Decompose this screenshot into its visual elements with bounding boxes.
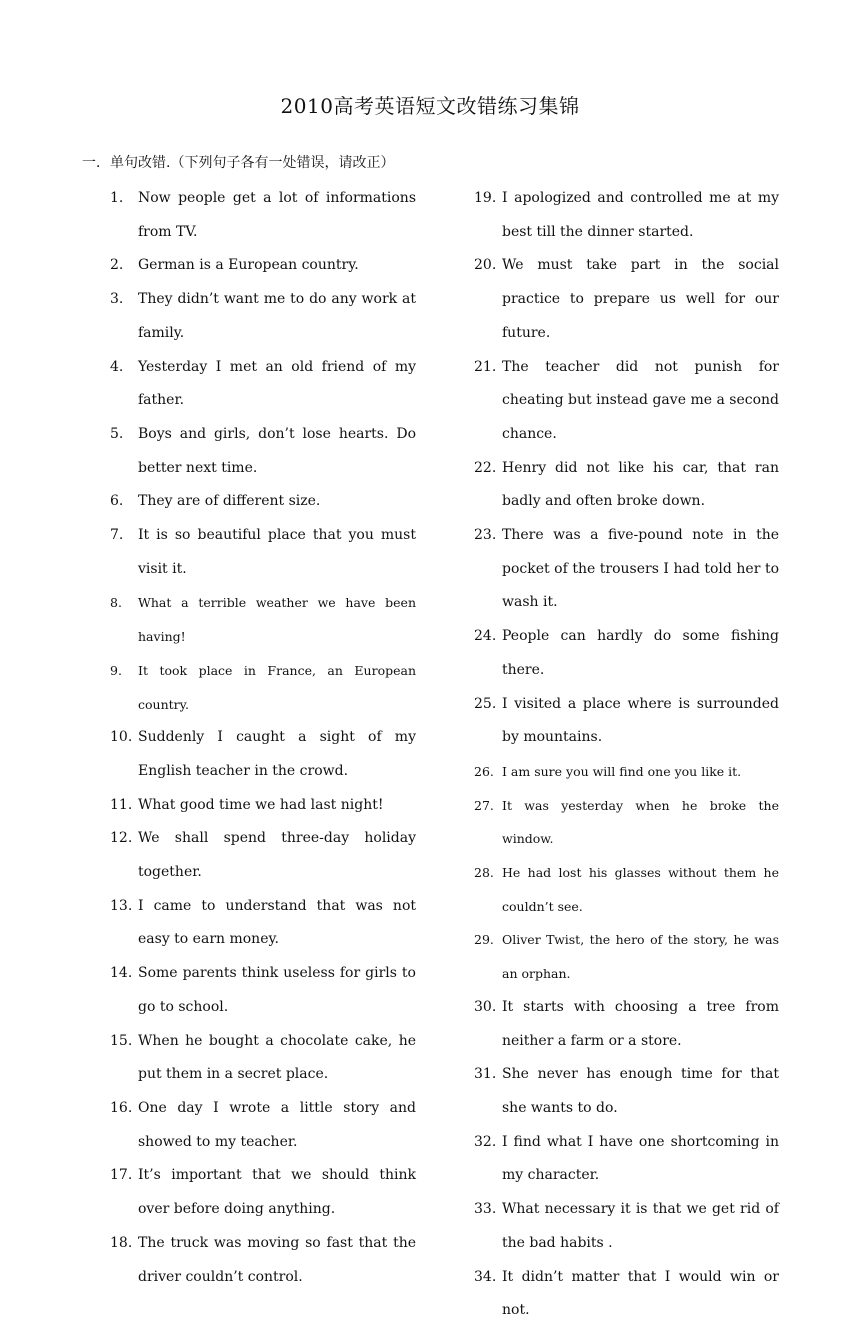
item-number: 31.: [474, 1066, 497, 1083]
list-item: [110, 1025, 416, 1092]
list-item: [474, 249, 779, 350]
list-item: [110, 1227, 416, 1294]
item-text: He had lost his glasses without them he couldn’t see.: [502, 865, 779, 914]
item-number: 20.: [474, 257, 497, 274]
list-item: [110, 182, 416, 249]
item-number: 6.: [110, 493, 124, 510]
item-number: 5.: [110, 425, 124, 442]
item-number: 18.: [110, 1234, 133, 1251]
item-number: 23.: [474, 527, 497, 544]
item-text: She never has enough time for that she wants to do.: [502, 1066, 779, 1116]
item-text: We must take part in the social practice to prepare us well for our future.: [502, 257, 779, 341]
item-number: 16.: [110, 1099, 133, 1116]
item-text: I apologized and controlled me at my best till the dinner started.: [502, 190, 779, 240]
item-text: There was a five-pound note in the pocket of the trousers I had told her to wash it.: [502, 527, 779, 611]
list-item: [474, 755, 779, 789]
item-text: It starts with choosing a tree from neither a farm or a store.: [502, 998, 779, 1049]
item-text: Henry did not like his car, that ran badly and often broke down.: [502, 459, 779, 510]
list-item: [474, 991, 779, 1058]
list-item: [110, 721, 416, 788]
item-text: Boys and girls, don’t lose hearts. Do better next time.: [138, 425, 416, 476]
item-number: 12.: [110, 830, 133, 847]
list-item: [474, 1193, 779, 1260]
item-text: People can hardly do some fishing there.: [502, 628, 779, 678]
item-text: Yesterday I met an old friend of my father.: [138, 358, 416, 409]
item-number: 22.: [474, 459, 497, 476]
item-text: It was yesterday when he broke the window.: [502, 797, 779, 847]
left-column: [110, 182, 416, 1294]
list-item: [110, 654, 416, 721]
item-number: 17.: [110, 1167, 133, 1184]
item-text: It is so beautiful place that you must visit it.: [138, 527, 416, 577]
list-item: [474, 856, 779, 923]
section-heading: 一．单句改错.（下列句子各有一处错误，请改正）: [82, 155, 395, 171]
item-text: They didn’t want me to do any work at family.: [138, 291, 416, 341]
right-column: [474, 182, 779, 1328]
item-number: 21.: [474, 358, 497, 375]
item-text: It’s important that we should think over before doing anything.: [138, 1167, 416, 1218]
item-text: The teacher did not punish for cheating but instead gave me a second chance.: [502, 358, 779, 442]
list-item: [474, 182, 779, 249]
item-number: 33.: [474, 1201, 497, 1218]
list-item: [474, 351, 779, 452]
item-text: Some parents think useless for girls to go to school.: [138, 965, 416, 1015]
item-text: I am sure you will find one you like it.: [502, 763, 742, 779]
item-text: They are of different size.: [138, 493, 321, 510]
item-text: What good time we had last night!: [138, 796, 384, 813]
item-text: I visited a place where is surrounded by mountains.: [502, 695, 779, 746]
item-number: 25.: [474, 695, 497, 712]
item-number: 2.: [110, 257, 124, 274]
item-number: 24.: [474, 628, 497, 645]
item-number: 15.: [110, 1032, 133, 1049]
list-item: [110, 418, 416, 485]
list-item: [474, 923, 779, 990]
list-item: [110, 283, 416, 350]
list-item: [110, 519, 416, 586]
item-number: 4.: [110, 358, 124, 375]
list-item: [110, 586, 416, 653]
item-number: 13.: [110, 897, 133, 914]
item-number: 11.: [110, 796, 133, 813]
item-text: It took place in France, an European country.: [138, 662, 416, 712]
item-text: I came to understand that was not easy to earn money.: [138, 897, 416, 948]
list-item: [110, 1159, 416, 1226]
item-number: 26.: [474, 763, 494, 779]
item-text: Suddenly I caught a sight of my English teacher in the crowd.: [138, 729, 416, 779]
list-item: [474, 688, 779, 755]
item-text: It didn’t matter that I would win or not.: [502, 1268, 779, 1319]
list-item: [474, 620, 779, 687]
page-title: 2010高考英语短文改错练习集锦: [280, 94, 580, 118]
item-text: One day I wrote a little story and showed to my teacher.: [138, 1099, 416, 1150]
item-number: 3.: [110, 291, 124, 308]
list-item: [110, 822, 416, 889]
item-text: We shall spend three-day holiday together.: [138, 830, 416, 881]
list-item: [110, 485, 416, 519]
item-text: German is a European country.: [138, 257, 359, 274]
item-text: Oliver Twist, the hero of the story, he was an orphan.: [502, 932, 779, 982]
item-number: 8.: [110, 595, 122, 611]
list-item: [110, 249, 416, 283]
item-number: 30.: [474, 998, 497, 1015]
item-number: 10.: [110, 729, 133, 746]
item-text: The truck was moving so fast that the driver couldn’t control.: [138, 1234, 416, 1285]
list-item: [110, 890, 416, 957]
item-number: 1.: [110, 190, 124, 206]
list-item: [474, 1126, 779, 1193]
list-item: [110, 789, 416, 823]
item-text: I find what I have one shortcoming in my character.: [502, 1133, 779, 1184]
item-number: 28.: [474, 865, 494, 881]
item-number: 34.: [474, 1268, 497, 1285]
list-item: [110, 957, 416, 1024]
item-text: When he bought a chocolate cake, he put them in a secret place.: [138, 1032, 416, 1083]
item-number: 14.: [110, 965, 133, 982]
item-number: 29.: [474, 932, 494, 948]
item-number: 7.: [110, 527, 124, 544]
list-item: [474, 789, 779, 856]
item-text: Now people get a lot of informations from TV.: [138, 190, 416, 240]
item-number: 27.: [474, 797, 494, 813]
list-item: [110, 1092, 416, 1159]
item-text: What a terrible weather we have been having!: [138, 595, 416, 645]
item-text: What necessary it is that we get rid of the bad habits .: [502, 1201, 779, 1251]
list-item: [474, 452, 779, 519]
item-number: 19.: [474, 190, 497, 206]
item-number: 32.: [474, 1133, 497, 1150]
list-item: [474, 1261, 779, 1328]
list-item: [474, 519, 779, 620]
list-item: [474, 1058, 779, 1125]
list-item: [110, 351, 416, 418]
item-number: 9.: [110, 662, 122, 678]
